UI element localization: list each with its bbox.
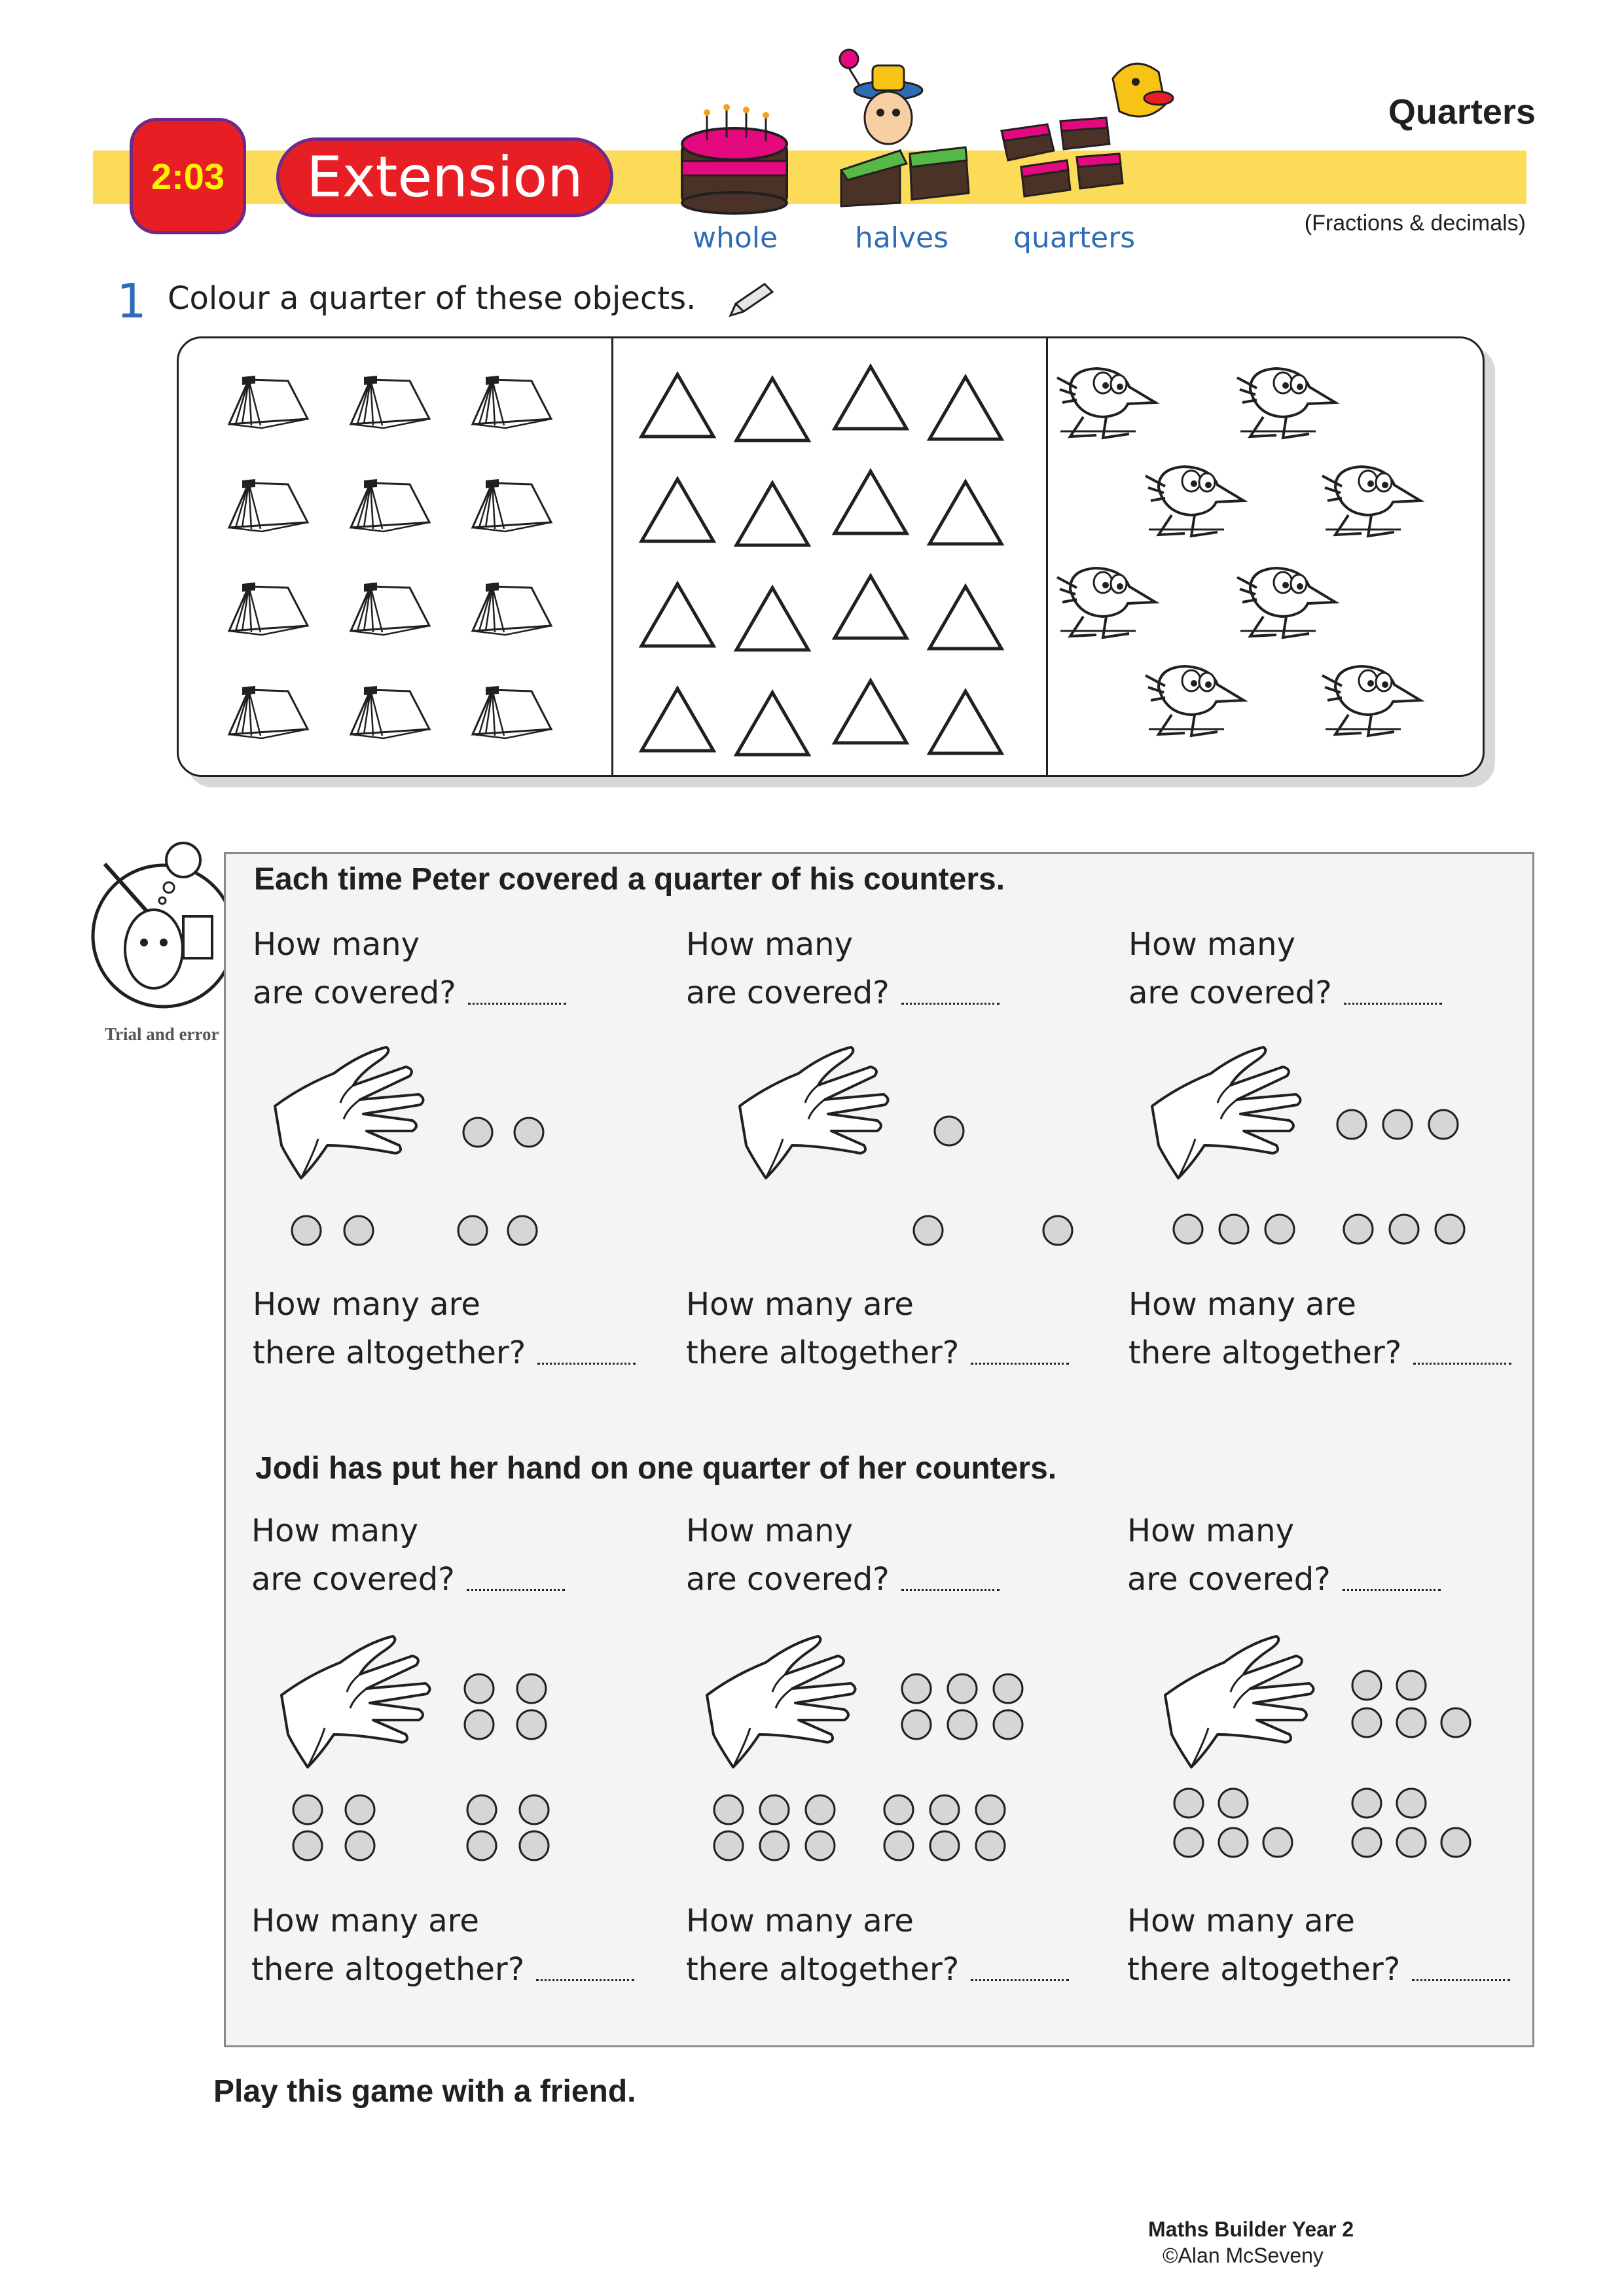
jodi-3-total-question: How many are there altogether? xyxy=(1127,1897,1510,1994)
counter xyxy=(1441,1828,1470,1857)
triangle-icon[interactable] xyxy=(641,689,713,751)
triangle-icon[interactable] xyxy=(736,483,808,545)
counter xyxy=(948,1674,977,1703)
counter xyxy=(902,1674,931,1703)
play-instruction: Play this game with a friend. xyxy=(213,2074,636,2109)
counter xyxy=(346,1795,374,1824)
counter xyxy=(465,1710,494,1739)
tent-icon[interactable] xyxy=(473,583,551,635)
counter xyxy=(1435,1215,1464,1244)
peter-3-total-question: How many are there altogether? xyxy=(1128,1280,1511,1377)
counter xyxy=(1352,1708,1381,1737)
problem-solving-badge-icon xyxy=(65,838,236,1028)
tent-icon[interactable] xyxy=(229,376,308,428)
bird-icon[interactable] xyxy=(1237,368,1335,438)
question-text: Colour a quarter of these objects. xyxy=(168,280,696,317)
extension-pill: Extension xyxy=(276,137,613,217)
answer-blank[interactable] xyxy=(901,1003,1000,1005)
counter xyxy=(293,1831,322,1860)
counter xyxy=(994,1674,1022,1703)
triangle-icon[interactable] xyxy=(835,367,907,429)
triangle-icon[interactable] xyxy=(641,374,713,437)
counter xyxy=(1352,1671,1381,1700)
counter xyxy=(344,1216,373,1245)
triangle-icon[interactable] xyxy=(929,482,1001,544)
counter xyxy=(1219,1828,1248,1857)
counter xyxy=(463,1118,492,1147)
counter xyxy=(1263,1828,1292,1857)
counter xyxy=(760,1831,789,1860)
counter xyxy=(714,1795,743,1824)
triangle-icon[interactable] xyxy=(641,584,713,646)
peter-2-covered-question: How many are covered? xyxy=(686,920,1000,1017)
hand-icon xyxy=(281,1636,430,1767)
dog-with-cake-quarters-icon xyxy=(995,52,1191,209)
counter xyxy=(1219,1789,1248,1818)
tent-icon[interactable] xyxy=(473,479,551,531)
counter xyxy=(902,1710,931,1739)
counter xyxy=(930,1795,959,1824)
tent-icon[interactable] xyxy=(351,686,429,738)
tent-icon[interactable] xyxy=(229,583,308,635)
bird-icon[interactable] xyxy=(1237,568,1335,637)
hand-icon xyxy=(275,1047,424,1178)
triangle-icon[interactable] xyxy=(736,588,808,650)
answer-blank[interactable] xyxy=(1344,1003,1442,1005)
counter xyxy=(520,1831,549,1860)
peter-intro: Each time Peter covered a quarter of his counters. xyxy=(254,862,1005,897)
jodi-3-covered-question: How many are covered? xyxy=(1127,1507,1441,1604)
counter xyxy=(1219,1215,1248,1244)
counter xyxy=(976,1795,1005,1824)
counter xyxy=(1397,1708,1426,1737)
problem-solving-label: Trial and error xyxy=(105,1024,219,1044)
answer-blank[interactable] xyxy=(468,1003,566,1005)
triangle-icon[interactable] xyxy=(736,378,808,440)
counter xyxy=(508,1216,537,1245)
jodi-intro: Jodi has put her hand on one quarter of her counters. xyxy=(255,1451,1057,1486)
tent-icon[interactable] xyxy=(473,686,551,738)
section-code-badge: 2:03 xyxy=(130,118,246,234)
hand-icon xyxy=(1152,1047,1301,1178)
jodi-2-covered-question: How many are covered? xyxy=(686,1507,1000,1604)
triangles-panel[interactable] xyxy=(622,347,1041,766)
box-divider xyxy=(1046,336,1048,777)
whole-cake-icon xyxy=(668,98,805,216)
caption-halves: halves xyxy=(855,221,949,255)
jodi-1-covered-question: How many are covered? xyxy=(251,1507,565,1604)
counter xyxy=(935,1117,964,1145)
counter xyxy=(1429,1110,1458,1139)
girl-with-cake-halves-icon xyxy=(835,39,979,216)
jodi-2-total-question: How many are there altogether? xyxy=(686,1897,1069,1994)
tent-icon[interactable] xyxy=(473,376,551,428)
triangle-icon[interactable] xyxy=(736,692,808,755)
hand-icon xyxy=(740,1047,888,1178)
triangle-icon[interactable] xyxy=(835,681,907,743)
bird-icon[interactable] xyxy=(1322,666,1420,736)
counter xyxy=(346,1831,374,1860)
counter xyxy=(714,1831,743,1860)
tent-icon[interactable] xyxy=(229,686,308,738)
page-subtopic: (Fractions & decimals) xyxy=(1304,211,1526,236)
counter xyxy=(1397,1789,1426,1818)
counter xyxy=(1265,1215,1294,1244)
question-number: 1 xyxy=(117,274,147,329)
counter xyxy=(930,1831,959,1860)
caption-quarters: quarters xyxy=(1013,221,1136,255)
counter xyxy=(976,1831,1005,1860)
peter-1-total-question: How many are there altogether? xyxy=(253,1280,636,1377)
tent-icon[interactable] xyxy=(229,479,308,531)
answer-blank[interactable] xyxy=(1412,1979,1510,1981)
hand-icon xyxy=(707,1636,856,1767)
answer-blank[interactable] xyxy=(971,1979,1069,1981)
counter xyxy=(884,1795,913,1824)
counter xyxy=(467,1795,496,1824)
bird-icon[interactable] xyxy=(1322,467,1420,536)
tent-icon[interactable] xyxy=(351,583,429,635)
tent-icon[interactable] xyxy=(351,376,429,428)
bird-icon[interactable] xyxy=(1146,666,1244,736)
bird-icon[interactable] xyxy=(1057,368,1155,438)
counter xyxy=(760,1795,789,1824)
peter-2-total-question: How many are there altogether? xyxy=(686,1280,1069,1377)
page-topic: Quarters xyxy=(1388,92,1536,132)
counter xyxy=(465,1674,494,1703)
triangle-icon[interactable] xyxy=(641,479,713,541)
hands-and-counters-layer xyxy=(236,1021,1519,1924)
counter xyxy=(1174,1789,1203,1818)
counter xyxy=(292,1216,321,1245)
pencil-icon xyxy=(725,280,776,321)
counter xyxy=(1390,1215,1418,1244)
counter xyxy=(806,1795,835,1824)
footer-copyright: ©Alan McSeveny xyxy=(1163,2244,1324,2267)
caption-whole: whole xyxy=(693,221,778,255)
jodi-1-total-question: How many are there altogether? xyxy=(251,1897,634,1994)
counter xyxy=(884,1831,913,1860)
counter xyxy=(806,1831,835,1860)
triangle-icon[interactable] xyxy=(929,377,1001,439)
peter-1-covered-question: How many are covered? xyxy=(253,920,566,1017)
counter xyxy=(1043,1216,1072,1245)
bird-icon[interactable] xyxy=(1057,568,1155,637)
counter xyxy=(1337,1110,1366,1139)
box-divider xyxy=(611,336,613,777)
triangle-icon[interactable] xyxy=(929,691,1001,753)
counter xyxy=(994,1710,1022,1739)
counter xyxy=(1344,1215,1373,1244)
triangle-icon[interactable] xyxy=(929,586,1001,649)
counter xyxy=(1352,1828,1381,1857)
tent-icon[interactable] xyxy=(351,479,429,531)
answer-blank[interactable] xyxy=(536,1979,634,1981)
triangle-icon[interactable] xyxy=(835,471,907,533)
birds-panel[interactable] xyxy=(1051,347,1476,772)
counter xyxy=(914,1216,943,1245)
counter xyxy=(1397,1671,1426,1700)
triangle-icon[interactable] xyxy=(835,576,907,638)
counter xyxy=(514,1118,543,1147)
bird-icon[interactable] xyxy=(1146,467,1244,536)
counter xyxy=(1352,1789,1381,1818)
counter xyxy=(1441,1708,1470,1737)
counter xyxy=(1397,1828,1426,1857)
counter xyxy=(517,1710,546,1739)
footer-book-title: Maths Builder Year 2 xyxy=(1148,2217,1354,2241)
counter xyxy=(517,1674,546,1703)
counter xyxy=(1383,1110,1412,1139)
counter xyxy=(948,1710,977,1739)
tents-panel[interactable] xyxy=(190,347,596,766)
counter xyxy=(1174,1828,1203,1857)
counter xyxy=(467,1831,496,1860)
counter xyxy=(1174,1215,1202,1244)
counter xyxy=(520,1795,549,1824)
peter-3-covered-question: How many are covered? xyxy=(1128,920,1442,1017)
counter xyxy=(293,1795,322,1824)
counter xyxy=(458,1216,487,1245)
hand-icon xyxy=(1165,1636,1314,1767)
